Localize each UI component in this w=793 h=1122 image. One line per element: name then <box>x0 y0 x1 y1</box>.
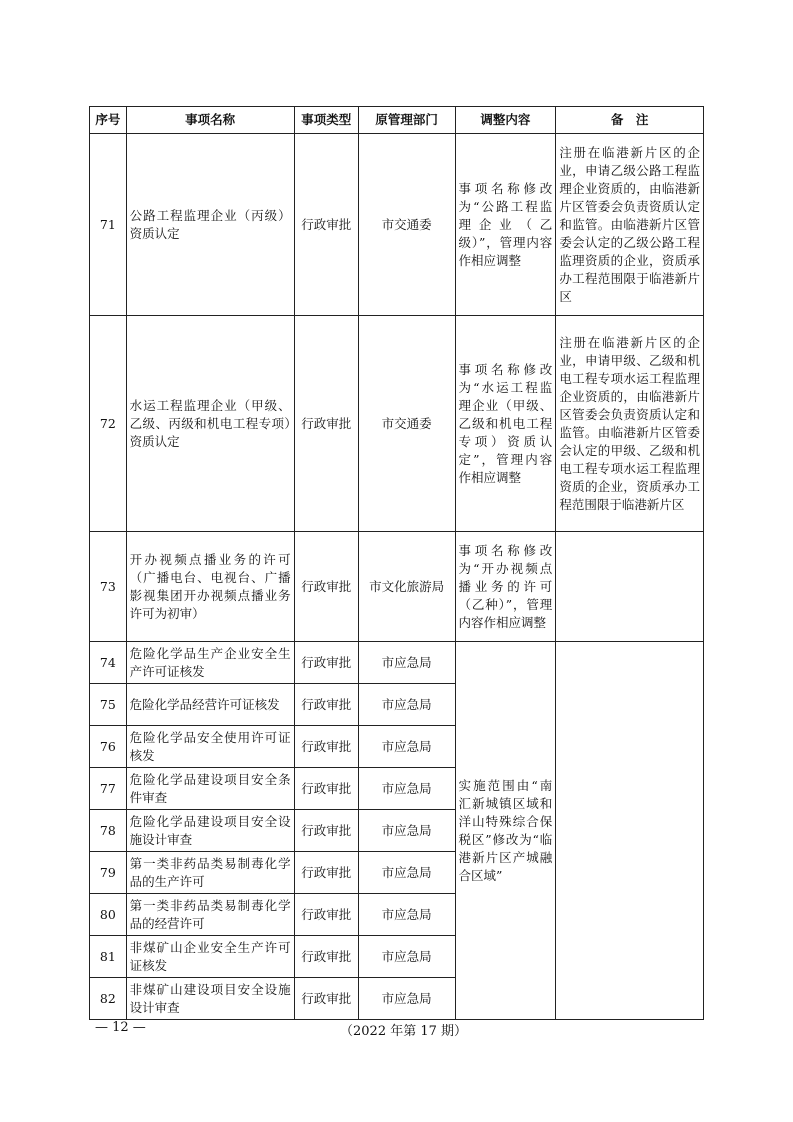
items-table <box>89 106 704 1020</box>
item-name: 第一类非药品类易制毒化学品的经营许可 <box>126 894 294 936</box>
item-dept: 市应急局 <box>358 936 455 978</box>
header-adjust: 调整内容 <box>455 107 556 134</box>
table-header-row <box>90 107 704 134</box>
item-dept: 市应急局 <box>358 978 455 1020</box>
item-type: 行政审批 <box>294 642 358 684</box>
item-name: 危险化学品安全使用许可证核发 <box>126 726 294 768</box>
item-name: 危险化学品生产企业安全生产许可证核发 <box>126 642 294 684</box>
table-row <box>90 642 704 684</box>
item-type: 行政审批 <box>294 936 358 978</box>
issue-label: （2022 年第 17 期） <box>340 1024 468 1039</box>
item-dept: 市应急局 <box>358 852 455 894</box>
item-type: 行政审批 <box>294 134 358 316</box>
item-type: 行政审批 <box>294 768 358 810</box>
row-number: 82 <box>90 978 127 1020</box>
row-number: 79 <box>90 852 127 894</box>
item-name: 危险化学品建设项目安全条件审查 <box>126 768 294 810</box>
table-row <box>90 134 704 316</box>
item-type: 行政审批 <box>294 532 358 642</box>
row-number: 73 <box>90 532 127 642</box>
item-dept: 市应急局 <box>358 894 455 936</box>
item-type: 行政审批 <box>294 316 358 532</box>
header-type: 事项类型 <box>294 107 358 134</box>
item-type: 行政审批 <box>294 684 358 726</box>
item-note: 注册在临港新片区的企业，申请甲级、乙级和机电工程专项水运工程监理企业资质的，由临港新片区管委会负责资质认定和监管。由临港新片区管委会认定的甲级、乙级和机电工程专项水运工程监理资质的企业，资质承办工程范围限于临港新片区 <box>556 316 704 532</box>
header-num: 序号 <box>90 107 127 134</box>
row-number: 74 <box>90 642 127 684</box>
item-type: 行政审批 <box>294 852 358 894</box>
table-row <box>90 316 704 532</box>
item-adjust: 事项名称修改为“开办视频点播业务的许可（乙种）”，管理内容作相应调整 <box>455 532 556 642</box>
table-row <box>90 532 704 642</box>
item-dept: 市交通委 <box>358 316 455 532</box>
item-dept: 市文化旅游局 <box>358 532 455 642</box>
row-number: 81 <box>90 936 127 978</box>
item-type: 行政审批 <box>294 810 358 852</box>
item-type: 行政审批 <box>294 726 358 768</box>
item-note <box>556 532 704 642</box>
row-number: 77 <box>90 768 127 810</box>
item-type: 行政审批 <box>294 978 358 1020</box>
item-dept: 市应急局 <box>358 768 455 810</box>
row-number: 80 <box>90 894 127 936</box>
merged-adjust: 实施范围由“南汇新城镇区域和洋山特殊综合保税区”修改为“临港新片区产城融合区域” <box>455 642 556 1020</box>
page-number: — 12 — <box>95 1020 146 1035</box>
item-note: 注册在临港新片区的企业，申请乙级公路工程监理企业资质的，由临港新片区管委会负责资质认定和监管。由临港新片区管委会认定的乙级公路工程监理资质的企业，资质承办工程范围限于临港新片区 <box>556 134 704 316</box>
header-dept: 原管理部门 <box>358 107 455 134</box>
item-name: 非煤矿山建设项目安全设施设计审查 <box>126 978 294 1020</box>
row-number: 71 <box>90 134 127 316</box>
item-type: 行政审批 <box>294 894 358 936</box>
item-dept: 市应急局 <box>358 684 455 726</box>
item-name: 非煤矿山企业安全生产许可证核发 <box>126 936 294 978</box>
header-note: 备 注 <box>556 107 704 134</box>
item-dept: 市应急局 <box>358 810 455 852</box>
header-name: 事项名称 <box>126 107 294 134</box>
item-dept: 市应急局 <box>358 642 455 684</box>
merged-note <box>556 642 704 1020</box>
item-name: 危险化学品建设项目安全设施设计审查 <box>126 810 294 852</box>
row-number: 76 <box>90 726 127 768</box>
item-name: 第一类非药品类易制毒化学品的生产许可 <box>126 852 294 894</box>
row-number: 75 <box>90 684 127 726</box>
item-dept: 市交通委 <box>358 134 455 316</box>
item-name: 公路工程监理企业（丙级）资质认定 <box>126 134 294 316</box>
item-adjust: 事项名称修改为“水运工程监理企业（甲级、乙级和机电工程专项）资质认定”，管理内容作相应调整 <box>455 316 556 532</box>
row-number: 78 <box>90 810 127 852</box>
item-name: 水运工程监理企业（甲级、乙级、丙级和机电工程专项）资质认定 <box>126 316 294 532</box>
item-dept: 市应急局 <box>358 726 455 768</box>
item-name: 危险化学品经营许可证核发 <box>126 684 294 726</box>
row-number: 72 <box>90 316 127 532</box>
item-name: 开办视频点播业务的许可（广播电台、电视台、广播影视集团开办视频点播业务许可为初审） <box>126 532 294 642</box>
item-adjust: 事项名称修改为“公路工程监理企业（乙级）”，管理内容作相应调整 <box>455 134 556 316</box>
